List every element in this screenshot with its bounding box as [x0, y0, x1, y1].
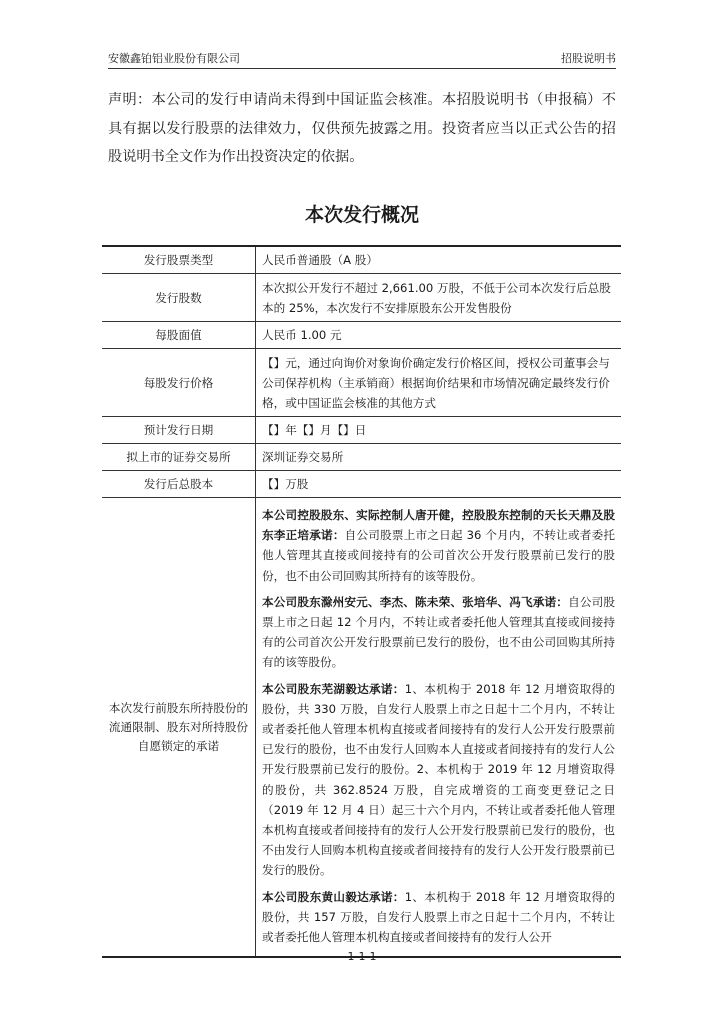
commitment-text: 1、本机构于 2018 年 12 月增资取得的股份，共 330 万股，自发行人股票上市之日起十二个月内，不转让或者委托他人管理本机构直接或者间接持有的发行人公开发行股票前已发行的股份，也不由发行人回购本人直接或者间接持有的发行人公开发行股票前已发行的股份。2、本机构于 2019 年 12 月增资取得的股份，共 362.8524 万股，自完成增资的工商变更登记之日（2019 年 12 月 4 日）起三十六个月内，不转让或者委托他人管理本机构直接或者间接持有的发行人公开发行股票前已发行的股份，也不由发行人回购本机构直接或者间接持有的发行人公开发行股票前已发行的股份。	[262, 681, 615, 878]
table-row	[102, 274, 621, 322]
row-label: 拟上市的证券交易所	[102, 444, 256, 471]
commitment-text: 1、本机构于 2018 年 12 月增资取得的股份，共 157 万股，自发行人股票上市之日起十二个月内，不转让或者委托他人管理本机构直接或者间接持有的发行人公开	[262, 889, 615, 945]
page-number: 1-1-1	[347, 950, 377, 963]
commitment-item	[262, 887, 615, 948]
disclaimer-notice: 声明：本公司的发行申请尚未得到中国证监会核准。本招股说明书（申报稿）不具有据以发行股票的法律效力，仅供预先披露之用。投资者应当以正式公告的招股说明书全文作为作出投资决定的依据。	[108, 92, 616, 165]
row-label: 发行股数	[102, 274, 256, 322]
table-row	[102, 246, 621, 274]
row-value: 深圳证券交易所	[256, 444, 622, 471]
company-name: 安徽鑫铂铝业股份有限公司	[108, 52, 240, 65]
table-row	[102, 349, 621, 417]
table-row	[102, 471, 621, 498]
row-value: 人民币 1.00 元	[256, 322, 622, 349]
commitment-party: 本公司股东黄山毅达承诺：	[262, 889, 405, 904]
commitment-item	[262, 592, 615, 673]
row-value: 本次拟公开发行不超过 2,661.00 万股，不低于公司本次发行后总股本的 25%，本次发行不安排原股东公开发售股份	[256, 274, 622, 322]
offering-overview-table	[102, 245, 621, 958]
row-value: 人民币普通股（A 股）	[256, 246, 622, 274]
table-row	[102, 444, 621, 471]
row-label: 发行后总股本	[102, 471, 256, 498]
table-row	[102, 322, 621, 349]
section-title: 本次发行概况	[304, 204, 419, 226]
page-header	[108, 48, 616, 69]
lockup-commitments	[256, 498, 622, 958]
commitment-party: 本公司股东滁州安元、李杰、陈未荣、张培华、冯飞承诺：	[262, 594, 569, 609]
row-label: 本次发行前股东所持股份的流通限制、股东对所持股份自愿锁定的承诺	[102, 498, 256, 958]
row-label: 每股发行价格	[102, 349, 256, 417]
row-label: 每股面值	[102, 322, 256, 349]
row-label: 预计发行日期	[102, 417, 256, 444]
document-type: 招股说明书	[561, 52, 616, 65]
table-row	[102, 498, 621, 958]
commitment-item	[262, 679, 615, 881]
row-value: 【】元，通过向询价对象询价确定发行价格区间，授权公司董事会与公司保荐机构（主承销商）根据询价结果和市场情况确定最终发行价格，或中国证监会核准的其他方式	[256, 349, 622, 417]
row-label: 发行股票类型	[102, 246, 256, 274]
commitment-party: 本公司控股股东、实际控制人唐开健，控股股东控制的天长天鼎及股东李正培承诺：	[262, 508, 615, 543]
commitment-text: 自公司股票上市之日起 12 个月内，不转让或者委托他人管理其直接或间接持有的公司首次公开发行股票前已发行的股份，也不由公司回购其所持有的该等股份。	[262, 594, 615, 670]
table-row	[102, 417, 621, 444]
commitment-party: 本公司股东芜湖毅达承诺：	[262, 681, 405, 696]
commitment-text: 自公司股票上市之日起 36 个月内，不转让或者委托他人管理其直接或间接持有的公司首次公开发行股票前已发行的股份，也不由公司回购其所持有的该等股份。	[262, 528, 615, 583]
row-value: 【】年【】月【】日	[256, 417, 622, 444]
row-value: 【】万股	[256, 471, 622, 498]
commitment-item	[262, 505, 615, 586]
